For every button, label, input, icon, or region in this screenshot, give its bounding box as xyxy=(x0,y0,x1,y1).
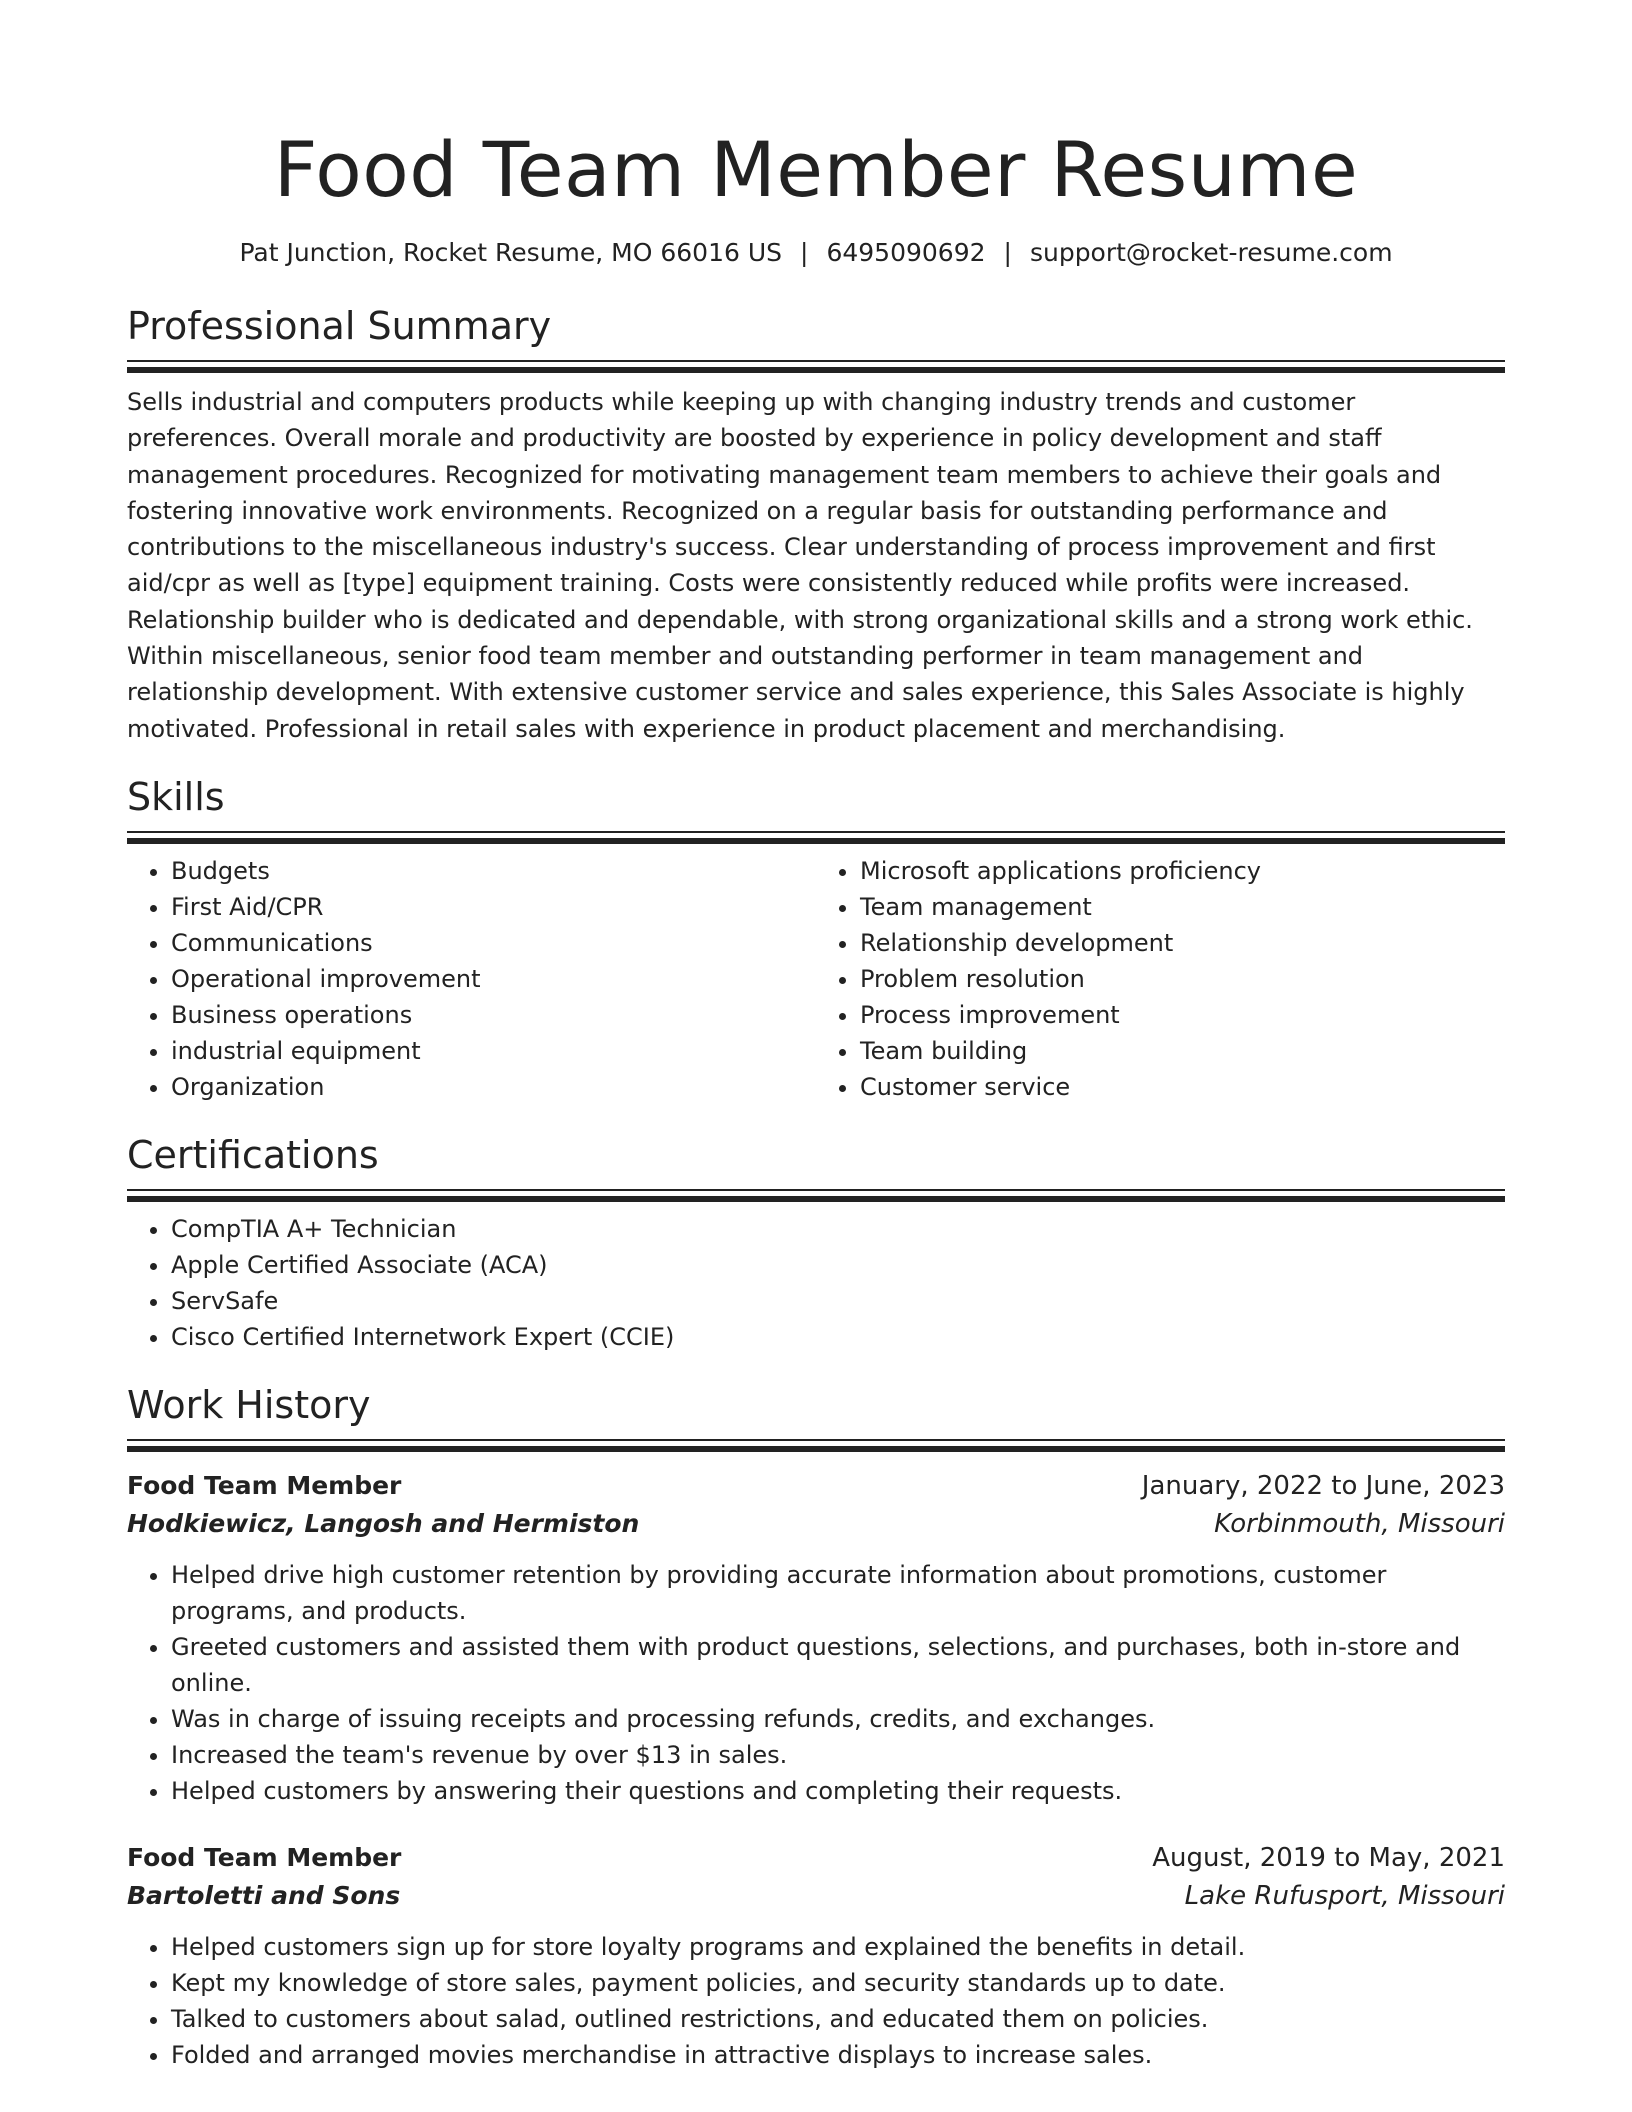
skills-list-left xyxy=(127,853,816,1105)
contact-separator: | xyxy=(800,238,809,267)
work-history-heading: Work History xyxy=(127,1382,371,1427)
job-entry xyxy=(127,1467,1505,1809)
certifications-list xyxy=(127,1211,1505,1355)
job-dates: January, 2022 to June, 2023 xyxy=(1141,1470,1505,1501)
job-bullets xyxy=(127,1557,1505,1809)
skill-item: • industrial equipment xyxy=(171,1033,816,1069)
skill-item: • Organization xyxy=(171,1069,816,1105)
job-bullet: • Increased the team's revenue by over $13 in sales. xyxy=(171,1737,1505,1773)
skills-grid xyxy=(127,853,1505,1105)
job-bullet: • Folded and arranged movies merchandise in attractive displays to increase sales. xyxy=(171,2037,1505,2073)
skill-item: • Problem resolution xyxy=(860,961,1505,997)
certifications-section xyxy=(127,1131,1505,1355)
job-entry xyxy=(127,1839,1505,2073)
job-bullet: • Helped drive high customer retention by providing accurate information about promotions, customer programs, and products. xyxy=(171,1557,1505,1629)
certification-item: • CompTIA A+ Technician xyxy=(171,1211,1505,1247)
job-header-row xyxy=(127,1467,1505,1505)
skills-column-right xyxy=(816,853,1505,1105)
contact-address: Pat Junction, Rocket Resume, MO 66016 US xyxy=(239,238,783,267)
job-bullet: • Helped customers sign up for store loyalty programs and explained the benefits in detail. xyxy=(171,1929,1505,1965)
skill-item: • Communications xyxy=(171,925,816,961)
job-bullet: • Greeted customers and assisted them with product questions, selections, and purchases, both in-store and online. xyxy=(171,1629,1505,1701)
skills-section xyxy=(127,773,1505,1105)
job-header-row xyxy=(127,1839,1505,1877)
job-title: Food Team Member xyxy=(127,1842,402,1872)
certification-item: • Apple Certified Associate (ACA) xyxy=(171,1247,1505,1283)
job-company-row xyxy=(127,1877,1505,1915)
job-bullets xyxy=(127,1929,1505,2073)
skill-item: • Customer service xyxy=(860,1069,1505,1105)
skills-heading: Skills xyxy=(127,774,225,819)
contact-phone: 6495090692 xyxy=(826,238,986,267)
certification-item: • ServSafe xyxy=(171,1283,1505,1319)
work-history-section xyxy=(127,1381,1505,2073)
summary-heading: Professional Summary xyxy=(127,304,552,348)
jobs-list xyxy=(127,1467,1505,2073)
job-title: Food Team Member xyxy=(127,1470,402,1500)
job-bullet: • Was in charge of issuing receipts and processing refunds, credits, and exchanges. xyxy=(171,1701,1505,1737)
skill-item: • Operational improvement xyxy=(171,961,816,997)
job-bullet: • Helped customers by answering their questions and completing their requests. xyxy=(171,1773,1505,1809)
skill-item: • Team building xyxy=(860,1033,1505,1069)
certification-item: • Cisco Certified Internetwork Expert (CCIE) xyxy=(171,1319,1505,1355)
skill-item: • Microsoft applications proficiency xyxy=(860,853,1505,889)
job-company: Bartoletti and Sons xyxy=(127,1880,401,1910)
job-dates: August, 2019 to May, 2021 xyxy=(1152,1842,1505,1873)
skills-column-left xyxy=(127,853,816,1105)
job-location: Korbinmouth, Missouri xyxy=(1214,1508,1505,1539)
skill-item: • Process improvement xyxy=(860,997,1505,1033)
skill-item: • First Aid/CPR xyxy=(171,889,816,925)
certifications-heading: Certifications xyxy=(127,1132,379,1177)
skill-item: • Relationship development xyxy=(860,925,1505,961)
job-bullet: • Talked to customers about salad, outlined restrictions, and educated them on policies. xyxy=(171,2001,1505,2037)
contact-email: support@rocket-resume.com xyxy=(1029,238,1393,267)
section-divider xyxy=(127,1439,1505,1453)
job-company-row xyxy=(127,1505,1505,1543)
summary-section xyxy=(127,302,1505,747)
job-bullet: • Kept my knowledge of store sales, payment policies, and security standards up to date. xyxy=(171,1965,1505,2001)
contact-separator: | xyxy=(1003,238,1012,267)
contact-line xyxy=(127,236,1505,270)
job-company: Hodkiewicz, Langosh and Hermiston xyxy=(127,1508,640,1538)
summary-text: Sells industrial and computers products while keeping up with changing industry trends and customer preferences. Overall morale and productivity are boosted by experience in policy development and staff management procedures. Recognized for motivating management team members to achieve their goals and fostering innovative work environments. Recognized on a regular basis for outstanding performance and contributions to the miscellaneous industry's success. Clear understanding of process improvement and first aid/cpr as well as [type] equipment training. Costs were consistently reduced while profits were increased. Relationship builder who is dedicated and dependable, with strong organizational skills and a strong work ethic. Within miscellaneous, senior food team member and outstanding performer in team management and relationship development. With extensive customer service and sales experience, this Sales Associate is highly motivated. Professional in retail sales with experience in product placement and merchandising. xyxy=(127,388,1473,743)
skills-list-right xyxy=(816,853,1505,1105)
job-location: Lake Rufusport, Missouri xyxy=(1184,1880,1505,1911)
skill-item: • Team management xyxy=(860,889,1505,925)
resume-title: Food Team Member Resume xyxy=(273,125,1359,214)
section-divider xyxy=(127,831,1505,845)
section-divider xyxy=(127,1189,1505,1203)
skill-item: • Budgets xyxy=(171,853,816,889)
skill-item: • Business operations xyxy=(171,997,816,1033)
section-divider xyxy=(127,360,1505,374)
